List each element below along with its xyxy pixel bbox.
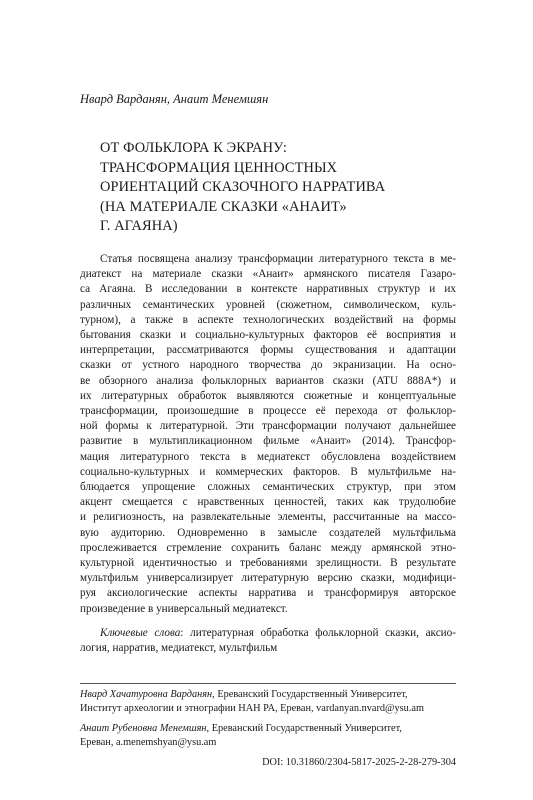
- keywords-line: [80, 626, 456, 641]
- keywords-text: : литературная обработка фольклорной сказки, аксио-: [180, 627, 456, 639]
- title-line: ОТ ФОЛЬКЛОРА К ЭКРАНУ:: [100, 140, 288, 156]
- footnote-line: Институт археологии и этнографии НАН РА, Ереван, vardanyan.nvard@ysu.am: [80, 703, 424, 714]
- abstract-line: культурной идентичностью и требованиями зрелищности. В результате: [80, 557, 456, 570]
- keywords-line: логия, нарратив, медиатекст, мультфильм: [80, 642, 278, 655]
- abstract-line: произведение в универсальный медиатекст.: [80, 602, 288, 615]
- abstract-line: социально-культурных и коммерческих факторов. В мультфильме на-: [80, 465, 456, 478]
- footnote-affiliation: , Ереванский Государственный Университет,: [206, 723, 402, 734]
- footnote-author-name: Анаит Рубеновна Менемшян: [80, 723, 207, 734]
- title-line: ТРАНСФОРМАЦИЯ ЦЕННОСТНЫХ: [100, 159, 338, 176]
- abstract-line: их литературных обработок выявляются сюжетные и концептуальные: [80, 389, 456, 402]
- abstract-line: диатекст на материале сказки «Анаит» армянского писателя Газаро-: [80, 268, 456, 281]
- footnote-divider: [80, 683, 456, 684]
- abstract-line: Статья посвящена анализу трансформации литературного текста в ме-: [100, 253, 456, 265]
- footnote-author-name: Нвард Хачатуровна Варданян: [80, 689, 213, 700]
- article-title: [100, 139, 460, 237]
- footnote-line: [80, 722, 456, 736]
- abstract-line: ве обзорного анализа фольклорных вариантов сказки (ATU 888A*) и: [80, 374, 456, 387]
- abstract-line: трансформации, произошедшие в процессе её перехода от фольклор-: [80, 405, 456, 418]
- footnote-line: [80, 688, 456, 702]
- footnote-affiliation: , Ереванский Государственный Университет,: [212, 689, 408, 700]
- title-line: ОРИЕНТАЦИЙ СКАЗОЧНОГО НАРРАТИВА: [100, 179, 386, 196]
- abstract-line: ной формы к литературной. Эти трансформации получают дальнейшее: [80, 420, 456, 433]
- abstract-line: различных семантических уровней (сюжетном, символическом, куль-: [80, 298, 456, 311]
- abstract-line: руя аксиологические аспекты нарратива и трансформируя авторское: [80, 587, 456, 600]
- article-authors: Нвард Варданян, Анаит Менемшян: [80, 92, 269, 106]
- abstract-line: бытования сказки и социально-культурных факторов её восприятия и: [80, 329, 456, 342]
- abstract-line: мация литературного текста в медиатекст обусловлена воздействием: [80, 450, 456, 463]
- abstract-line: прослеживается стремление сохранить баланс между армянской этно-: [80, 541, 456, 554]
- abstract-line: блюдается упрощение сложных семантических структур, при этом: [80, 481, 456, 494]
- abstract-line: акцент смещается с нравственных ценностей, таких как трудолюбие: [80, 496, 456, 509]
- abstract-line: мультфильм универсализирует литературную версию сказки, модифици-: [80, 572, 456, 585]
- abstract-line: сказки от устного народного творчества до экранизации. На осно-: [80, 359, 456, 372]
- abstract-line: интерпретации, рассматриваются формы существования и адаптации: [80, 344, 456, 357]
- abstract-line: са Агаяна. В исследовании в контексте нарративных структур и их: [80, 283, 456, 296]
- author-footnotes: [80, 688, 456, 750]
- article-abstract: [80, 252, 456, 617]
- abstract-line: развитие в мультипликационном фильме «Анаит» (2014). Трансфор-: [80, 435, 456, 448]
- doi-identifier: DOI: 10.31860/2304-5817-2025-2-28-279-304: [262, 757, 456, 768]
- abstract-line: и религиозность, на развлекательные элементы, рассчитанные на массо-: [80, 511, 456, 524]
- keywords-label: Ключевые слова: [100, 627, 181, 639]
- title-line: (НА МАТЕРИАЛЕ СКАЗКИ «АНАИТ»: [100, 198, 347, 215]
- footnote-line: Ереван, a.menemshyan@ysu.am: [80, 737, 217, 748]
- article-keywords: [80, 626, 456, 656]
- abstract-line: турном), а также в аспекте технологических воздействий на формы: [80, 313, 456, 326]
- abstract-line: вую аудиторию. Одновременно в замысле создателей мультфильма: [80, 526, 456, 539]
- title-line: Г. АГАЯНА): [100, 218, 178, 235]
